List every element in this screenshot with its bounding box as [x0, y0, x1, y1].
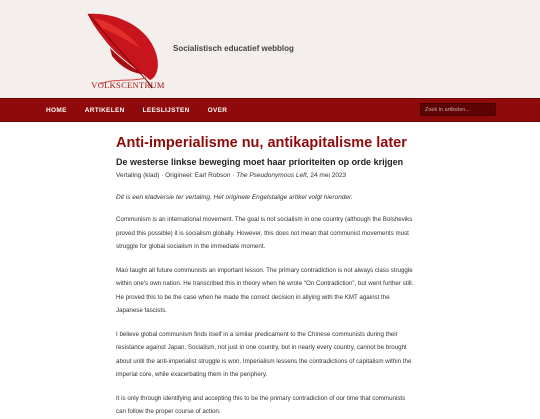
nav-item-home[interactable]: HOME: [46, 106, 67, 114]
translation-note: Dit is een kladversie ter vertaling. Het originele Engelstalige artikel volgt hieronder.: [116, 194, 353, 201]
site-tagline: Socialistisch educatief webblog: [173, 44, 294, 53]
search-input[interactable]: [420, 103, 496, 116]
main-navigation: [0, 98, 540, 122]
article-paragraph-3: I believe global communism finds itself in a similar predicament to the Chinese communists during their resistance against Japan. Socialism, not just in one country, but in nearly every country, cannot be brought about until the anti-imperialist struggle is won. Imperialism lessens the contradictions of capitalism within the imperial core, while exacerbating them in the periphery.: [116, 330, 412, 378]
article-title: Anti-imperialisme nu, antikapitalisme later: [116, 135, 407, 151]
meta-source: The Pseudonymous Left: [236, 172, 307, 179]
article-paragraph-4: It is only through identifying and accepting this to be the primary contradiction of our time that communists can follow the proper course of action.: [116, 394, 406, 415]
article-paragraph-2: Mao taught all future communists an important lesson. The primary contradiction is not always class struggle within one's own nation. He transcribed this in theory when he wrote “On Contradiction”, but went further still. He proved this to be the case when he made the correct decision in allying with the KMT against the Japanese fascists.: [116, 266, 414, 314]
site-logo-text[interactable]: VOLKSCENTRUM: [91, 80, 165, 90]
article-paragraph-1: Communism is an international movement. The goal is not socialism in one country (although the Bolsheviks proved this possible) it is socialism globally. However, this does not mean that communist movements must struggle for global socialism in the immediate moment.: [116, 216, 413, 250]
meta-date: , 24 mei 2023: [306, 172, 347, 179]
nav-item-artikelen[interactable]: ARTIKELEN: [84, 106, 125, 114]
article-meta: [116, 171, 416, 181]
nav-item-over[interactable]: OVER: [207, 106, 228, 114]
meta-prefix: Vertaling (klad) · Origineel: Earl Robson ·: [116, 172, 237, 179]
article: [116, 134, 416, 419]
site-header: [0, 0, 540, 98]
nav-item-leeslijsten[interactable]: LEESLIJSTEN: [142, 106, 190, 114]
nav-links: [46, 99, 245, 121]
article-subtitle: De westerse linkse beweging moet haar prioriteiten op orde krijgen: [116, 157, 404, 167]
